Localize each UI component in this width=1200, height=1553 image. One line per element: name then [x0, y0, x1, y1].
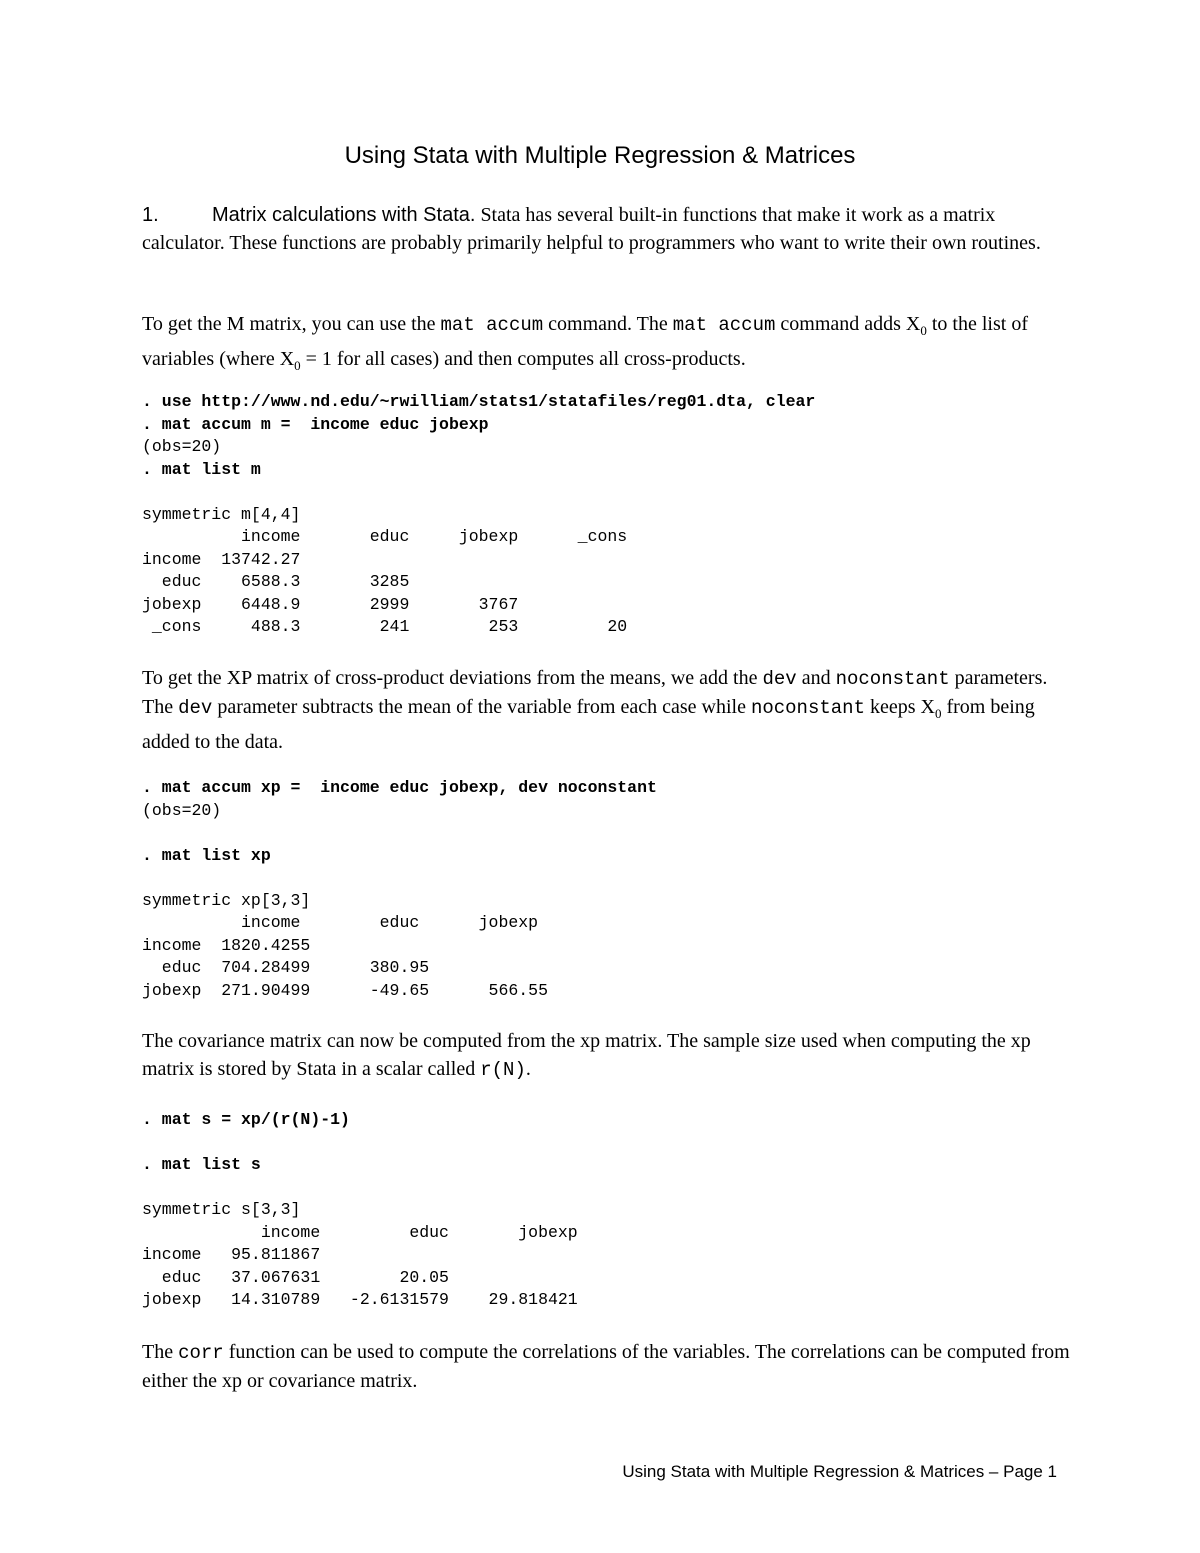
section-1-paragraph — [142, 201, 1072, 257]
page-footer: Using Stata with Multiple Regression & Matrices – Page 1 — [622, 1462, 1057, 1481]
covariance-paragraph: The covariance matrix can now be computed from the xp matrix. The sample size used when computing the xp matrix is stored by Stata in a scalar called r(N). — [142, 1030, 1031, 1081]
code-block-mat-accum — [142, 391, 815, 639]
section-heading: Matrix calculations with Stata. — [212, 204, 476, 226]
code-block-covariance — [142, 1109, 578, 1312]
inline-code: noconstant — [835, 668, 950, 690]
section-number: 1. — [142, 204, 159, 226]
inline-code: mat accum — [672, 314, 776, 336]
command-line: . mat accum xp = income educ jobexp, dev noconstant — [142, 778, 657, 797]
inline-code: noconstant — [750, 697, 865, 719]
command-line: . mat s = xp/(r(N)-1) — [142, 1110, 350, 1129]
inline-code: r(N) — [480, 1059, 526, 1081]
command-line: . use http://www.nd.edu/~rwilliam/stats1/statafiles/reg01.dta, clear — [142, 392, 816, 411]
command-line: . mat accum m = income educ jobexp — [142, 414, 489, 434]
inline-code: corr — [178, 1342, 224, 1364]
command-line: . mat list xp — [142, 845, 271, 865]
matrix-output: symmetric m[4,4] income educ jobexp _cons income 13742.27 educ 6588.3 3285 jobexp 6448.9 2999 3767 _cons 488.3 241 253 20 — [142, 504, 628, 636]
matrix-output: symmetric xp[3,3] income educ jobexp income 1820.4255 educ 704.28499 380.95 jobexp 271.90499 -49.65 566.55 — [142, 890, 548, 1000]
matrix-output: symmetric s[3,3] income educ jobexp income 95.811867 educ 37.067631 20.05 jobexp 14.310789 -2.6131579 29.818421 — [142, 1200, 578, 1309]
inline-code: dev — [178, 697, 213, 719]
inline-code: mat accum — [440, 314, 544, 336]
corr-paragraph: The corr function can be used to compute the correlations of the variables. The correlations can be computed from either the xp or covariance matrix. — [142, 1341, 1070, 1392]
command-line: . mat list s — [142, 1155, 261, 1174]
output-line: (obs=20) — [142, 437, 222, 456]
command-line: . mat list m — [142, 459, 261, 479]
xp-matrix-paragraph: To get the XP matrix of cross-product deviations from the means, we add the dev and noconstant parameters. The dev parameter subtracts the mean of the variable from each case while noconstant keeps $X_0$ from being added to the data. — [142, 667, 1048, 753]
page-title: Using Stata with Multiple Regression & Matrices — [344, 142, 856, 169]
section-text: Stata has several built-in functions that make it work as a matrix calculator. These functions are probably primarily helpful to programmers who want to write their own routines. — [142, 204, 1041, 254]
inline-code: dev — [762, 668, 797, 690]
code-block-xp — [142, 777, 657, 1002]
output-line: (obs=20) — [142, 800, 222, 820]
m-matrix-paragraph: To get the M matrix, you can use the mat accum command. The mat accum command adds $X_0$ to the list of variables (where $X_0 = 1$ for all cases) and then computes all cross-products. — [142, 313, 1028, 373]
